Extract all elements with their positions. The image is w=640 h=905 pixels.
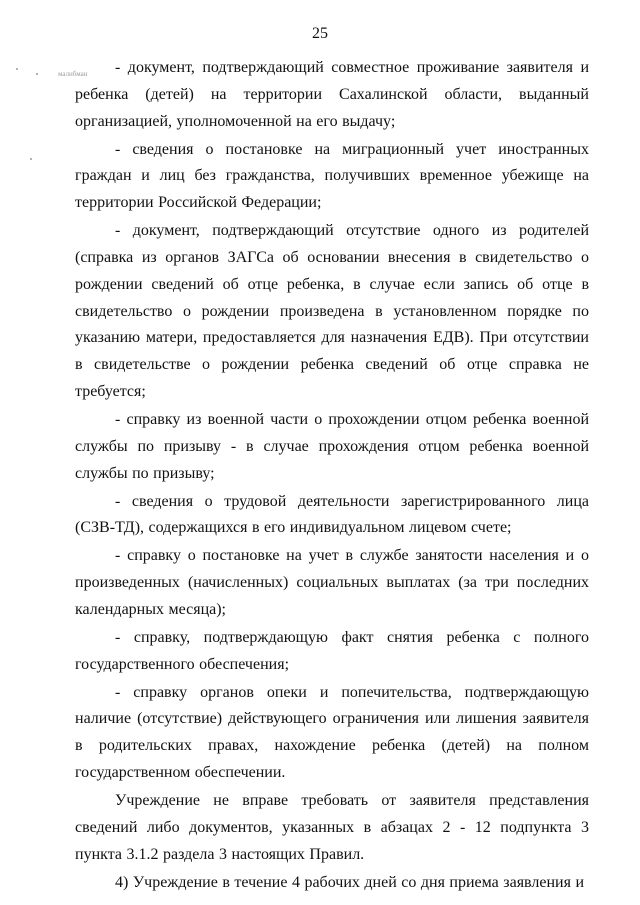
paragraph-item-4: 4) Учреждение в течение 4 рабочих дней со дня приема заявления и [115, 873, 585, 891]
paragraph-institution-restriction: Учреждение не вправе требовать от заявителя представления сведений либо документов, указанных в абзацах 2 - 12 подпункта 3 пункта 3.1.2 раздела 3 настоящих Правил. [75, 792, 589, 863]
paragraph-military-service-certificate: - справку из военной части о прохождении отцом ребенка военной службы по призыву - в случае прохождения отцом ребенка военной службы по призыву; [75, 410, 589, 482]
scan-margin-mark: малибман [58, 70, 88, 78]
paragraph-migration-registration: - сведения о постановке на миграционный учет иностранных граждан и лиц без гражданства, получивших временное убежище на территории Российской Федерации; [75, 140, 589, 212]
paragraph-guardianship-certificate: - справку органов опеки и попечительства, подтверждающую наличие (отсутствие) действующего ограничения или лишения заявителя в родительских правах, нахождение ребенка (детей) на полном государственном обеспечении. [75, 683, 589, 782]
document-body [75, 55, 589, 898]
paragraph-employment-service-certificate: - справку о постановке на учет в службе занятости населения и о произведенных (начисленных) социальных выплатах (за три последних календарных месяца); [75, 547, 589, 618]
scan-speck [16, 68, 18, 70]
paragraph-absent-parent-document: - документ, подтверждающий отсутствие одного из родителей (справка из органов ЗАГСа об основании внесения в свидетельство о рождении сведений об отце ребенка, в случае если запись об отце в свидетельство о рождении произведена в установленном порядке по указанию матери, предоставляется для назначения ЕДВ). При отсутствии в свидетельстве о рождении ребенка сведений об отце справка не требуется; [75, 222, 589, 400]
page-number: 25 [312, 25, 328, 42]
scan-speck [36, 73, 38, 75]
scan-speck [30, 158, 32, 160]
paragraph-state-support-removal: - справку, подтверждающую факт снятия ребенка с полного государственного обеспечения; [75, 628, 589, 673]
paragraph-cohabitation-document: - документ, подтверждающий совместное проживание заявителя и ребенка (детей) на территории Сахалинской области, выданный организацией, уполномоченной на его выдачу; [75, 59, 589, 130]
paragraph-labor-activity-info: - сведения о трудовой деятельности зарегистрированного лица (СЗВ-ТД), содержащихся в его индивидуальном лицевом счете; [75, 492, 589, 537]
